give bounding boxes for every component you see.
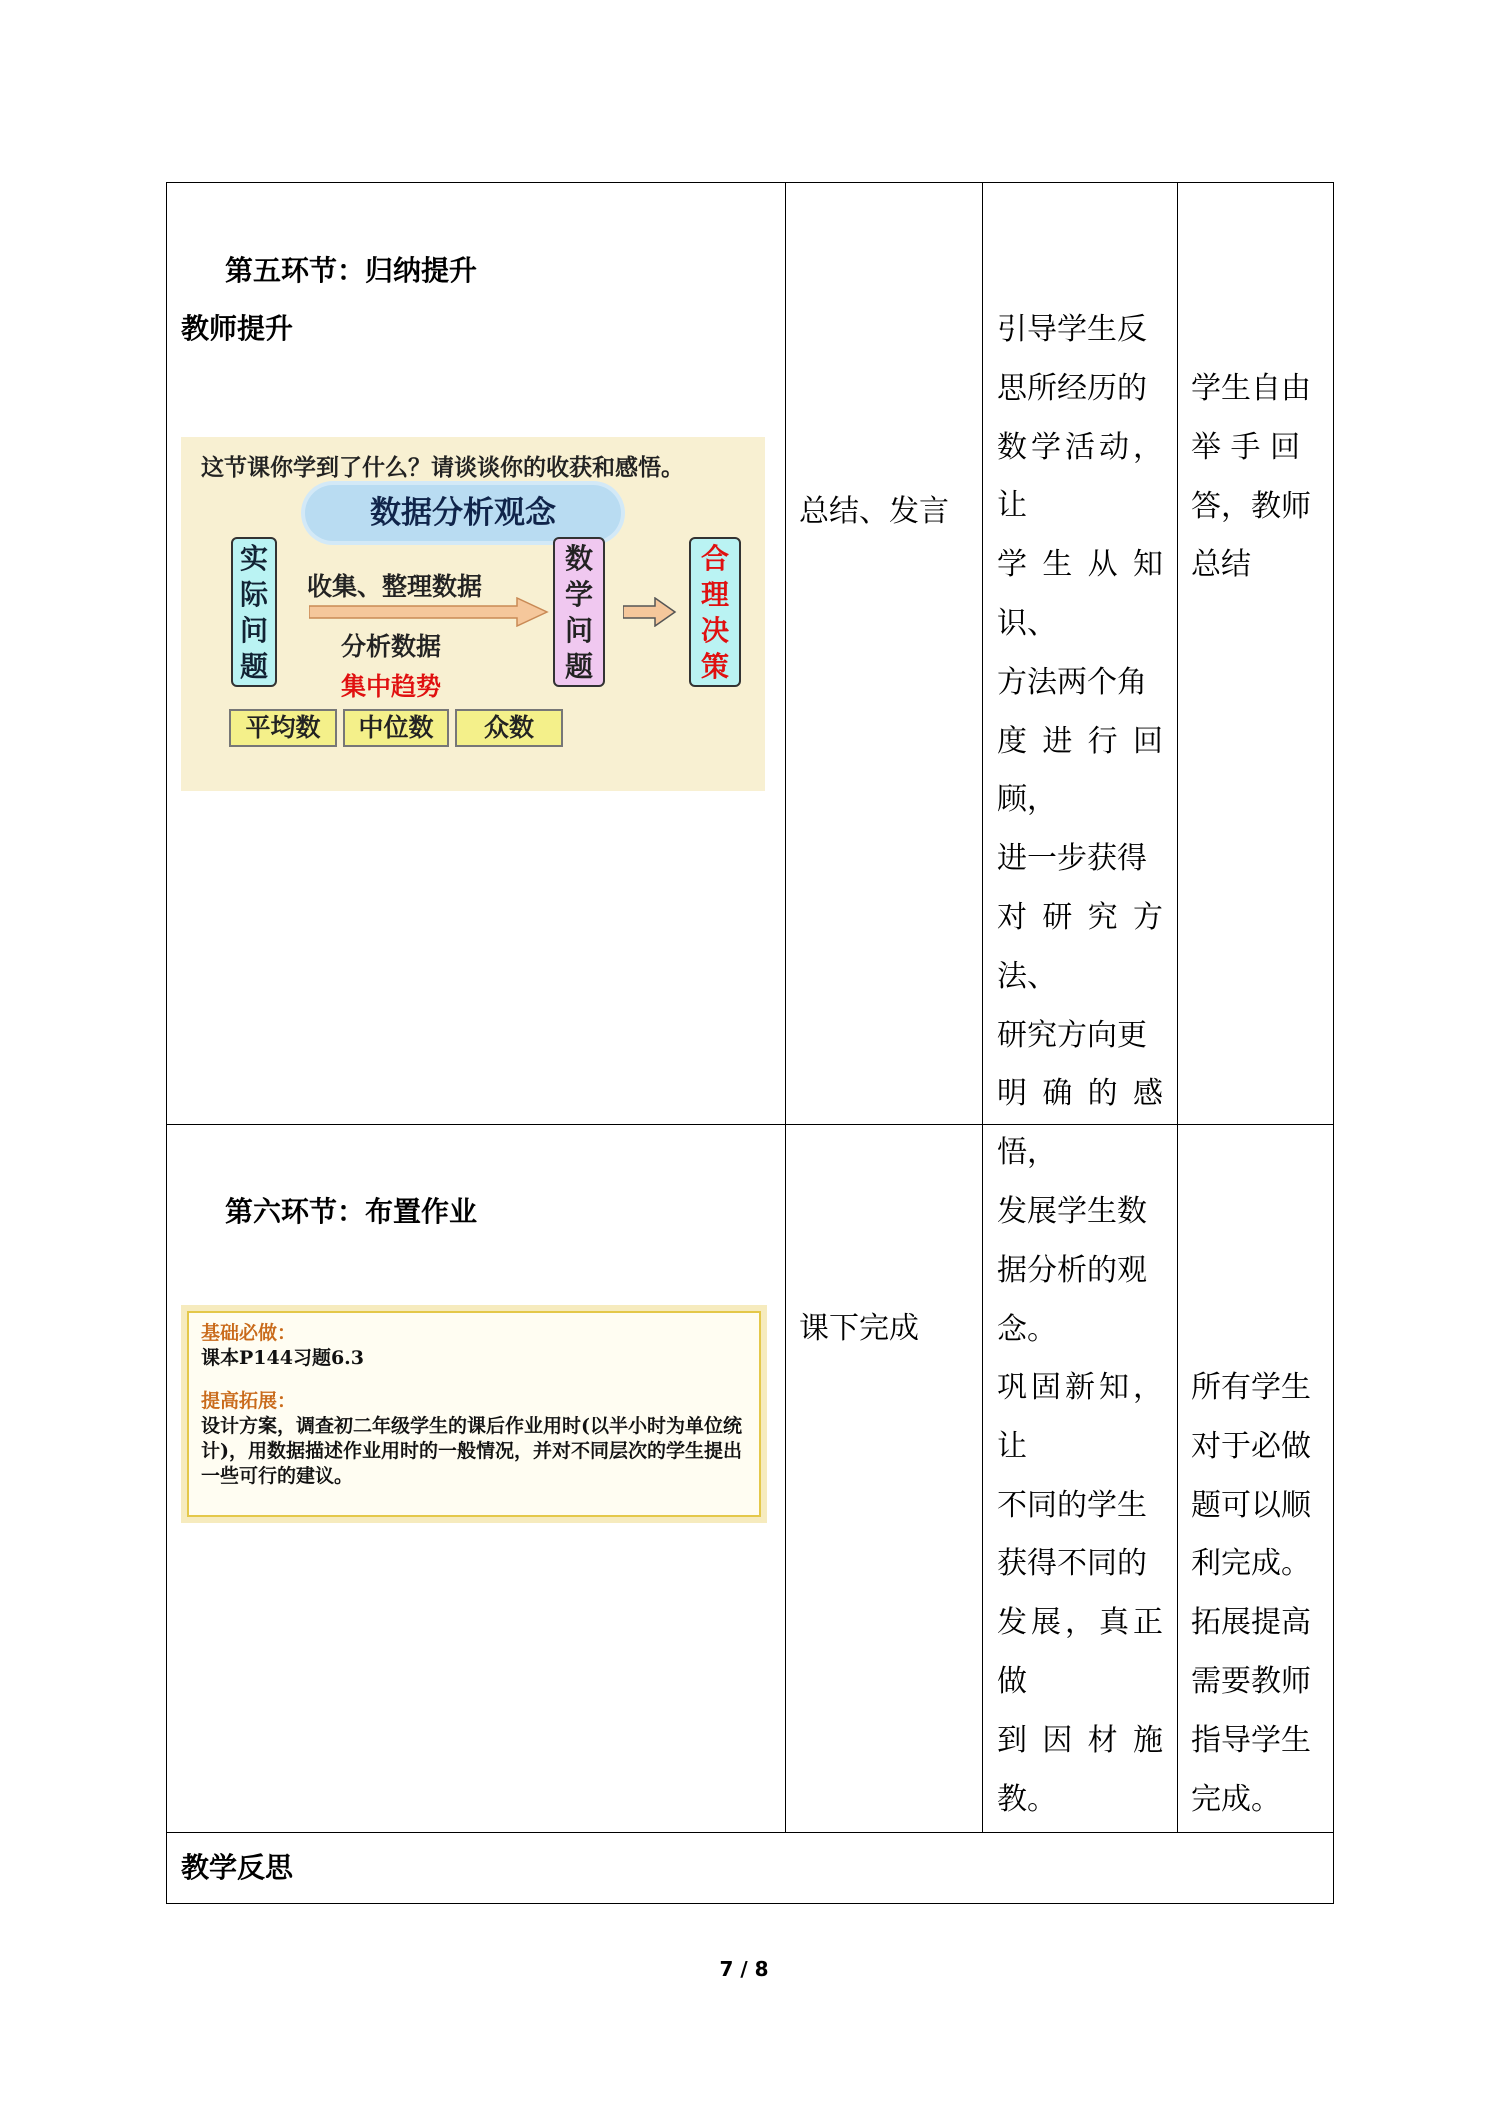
student-activity-2: 课下完成 bbox=[799, 1311, 919, 1346]
cloud-title: 数据分析观念 bbox=[370, 495, 556, 531]
implementation-1: 学生自由 举 手 回 答，教师 总结 bbox=[1191, 371, 1311, 583]
box-char: 理 bbox=[700, 578, 729, 611]
box-char: 决 bbox=[700, 614, 729, 647]
box-char: 问 bbox=[564, 614, 593, 647]
cloud-shape bbox=[305, 485, 621, 541]
page-number: 7 / 8 bbox=[719, 1957, 769, 1981]
homework-slide bbox=[181, 1305, 767, 1523]
column-divider bbox=[785, 183, 786, 1832]
basic-text: 课本P144习题6.3 bbox=[201, 1347, 365, 1369]
box-char: 合 bbox=[700, 542, 729, 575]
box-char: 学 bbox=[564, 578, 593, 611]
box-char: 数 bbox=[564, 542, 593, 575]
student-activity-1: 总结、发言 bbox=[799, 494, 949, 529]
basic-heading: 基础必做： bbox=[201, 1322, 297, 1344]
box-char: 策 bbox=[700, 650, 729, 683]
box-char: 题 bbox=[239, 650, 268, 683]
long-right-arrow-icon bbox=[309, 597, 549, 627]
short-right-arrow-icon bbox=[623, 597, 677, 627]
extension-heading: 提高拓展： bbox=[201, 1390, 297, 1412]
arrow-label-collect: 收集、整理数据 bbox=[307, 572, 483, 601]
real-problem-box bbox=[231, 537, 277, 687]
column-divider bbox=[1177, 183, 1178, 1832]
math-problem-box bbox=[553, 537, 605, 687]
slide-question: 这节课你学到了什么？请谈谈你的收获和感悟。 bbox=[201, 454, 684, 481]
lesson-plan-table bbox=[166, 182, 1334, 1904]
reasonable-decision-box bbox=[689, 537, 741, 687]
arrow-label-analyze: 分析数据 bbox=[341, 632, 442, 661]
row-divider bbox=[167, 1832, 1333, 1833]
teaching-reflection-title: 教学反思 bbox=[181, 1851, 294, 1884]
section-title-6: 第六环节：布置作业 bbox=[225, 1195, 478, 1228]
central-tendency-label: 集中趋势 bbox=[341, 672, 442, 701]
design-intent-2: 巩固新知，让 不同的学生 获得不同的 发展，真正做 到因材施教。 bbox=[997, 1370, 1163, 1817]
box-char: 际 bbox=[239, 578, 268, 611]
design-intent-1: 引导学生反 思所经历的 数学活动，让 学生从知识、 方法两个角 度进行回顾， 进一步获得 对研究方法、 研究方向更 明确的感悟， 发展学生数 据分析的观 念。 bbox=[997, 312, 1163, 1347]
section-title-5: 第五环节：归纳提升 bbox=[225, 254, 478, 287]
extension-text: 设计方案，调查初二年级学生的课后作业用时(以半小时为单位统计)，用数据描述作业用时的一般情况，并对不同层次的学生提出一些可行的建议。 bbox=[201, 1415, 742, 1487]
box-char: 问 bbox=[239, 614, 268, 647]
mode-box: 众数 bbox=[455, 709, 563, 747]
median-box: 中位数 bbox=[343, 709, 449, 747]
box-char: 题 bbox=[564, 650, 593, 683]
summary-slide bbox=[181, 437, 765, 791]
column-divider bbox=[982, 183, 983, 1832]
box-char: 实 bbox=[239, 542, 268, 575]
mean-box: 平均数 bbox=[229, 709, 337, 747]
implementation-2: 所有学生 对于必做 题可以顺 利完成。 拓展提高 需要教师 指导学生 完成。 bbox=[1191, 1370, 1311, 1817]
homework-panel bbox=[187, 1311, 761, 1517]
teacher-summary-subtitle: 教师提升 bbox=[181, 312, 294, 345]
